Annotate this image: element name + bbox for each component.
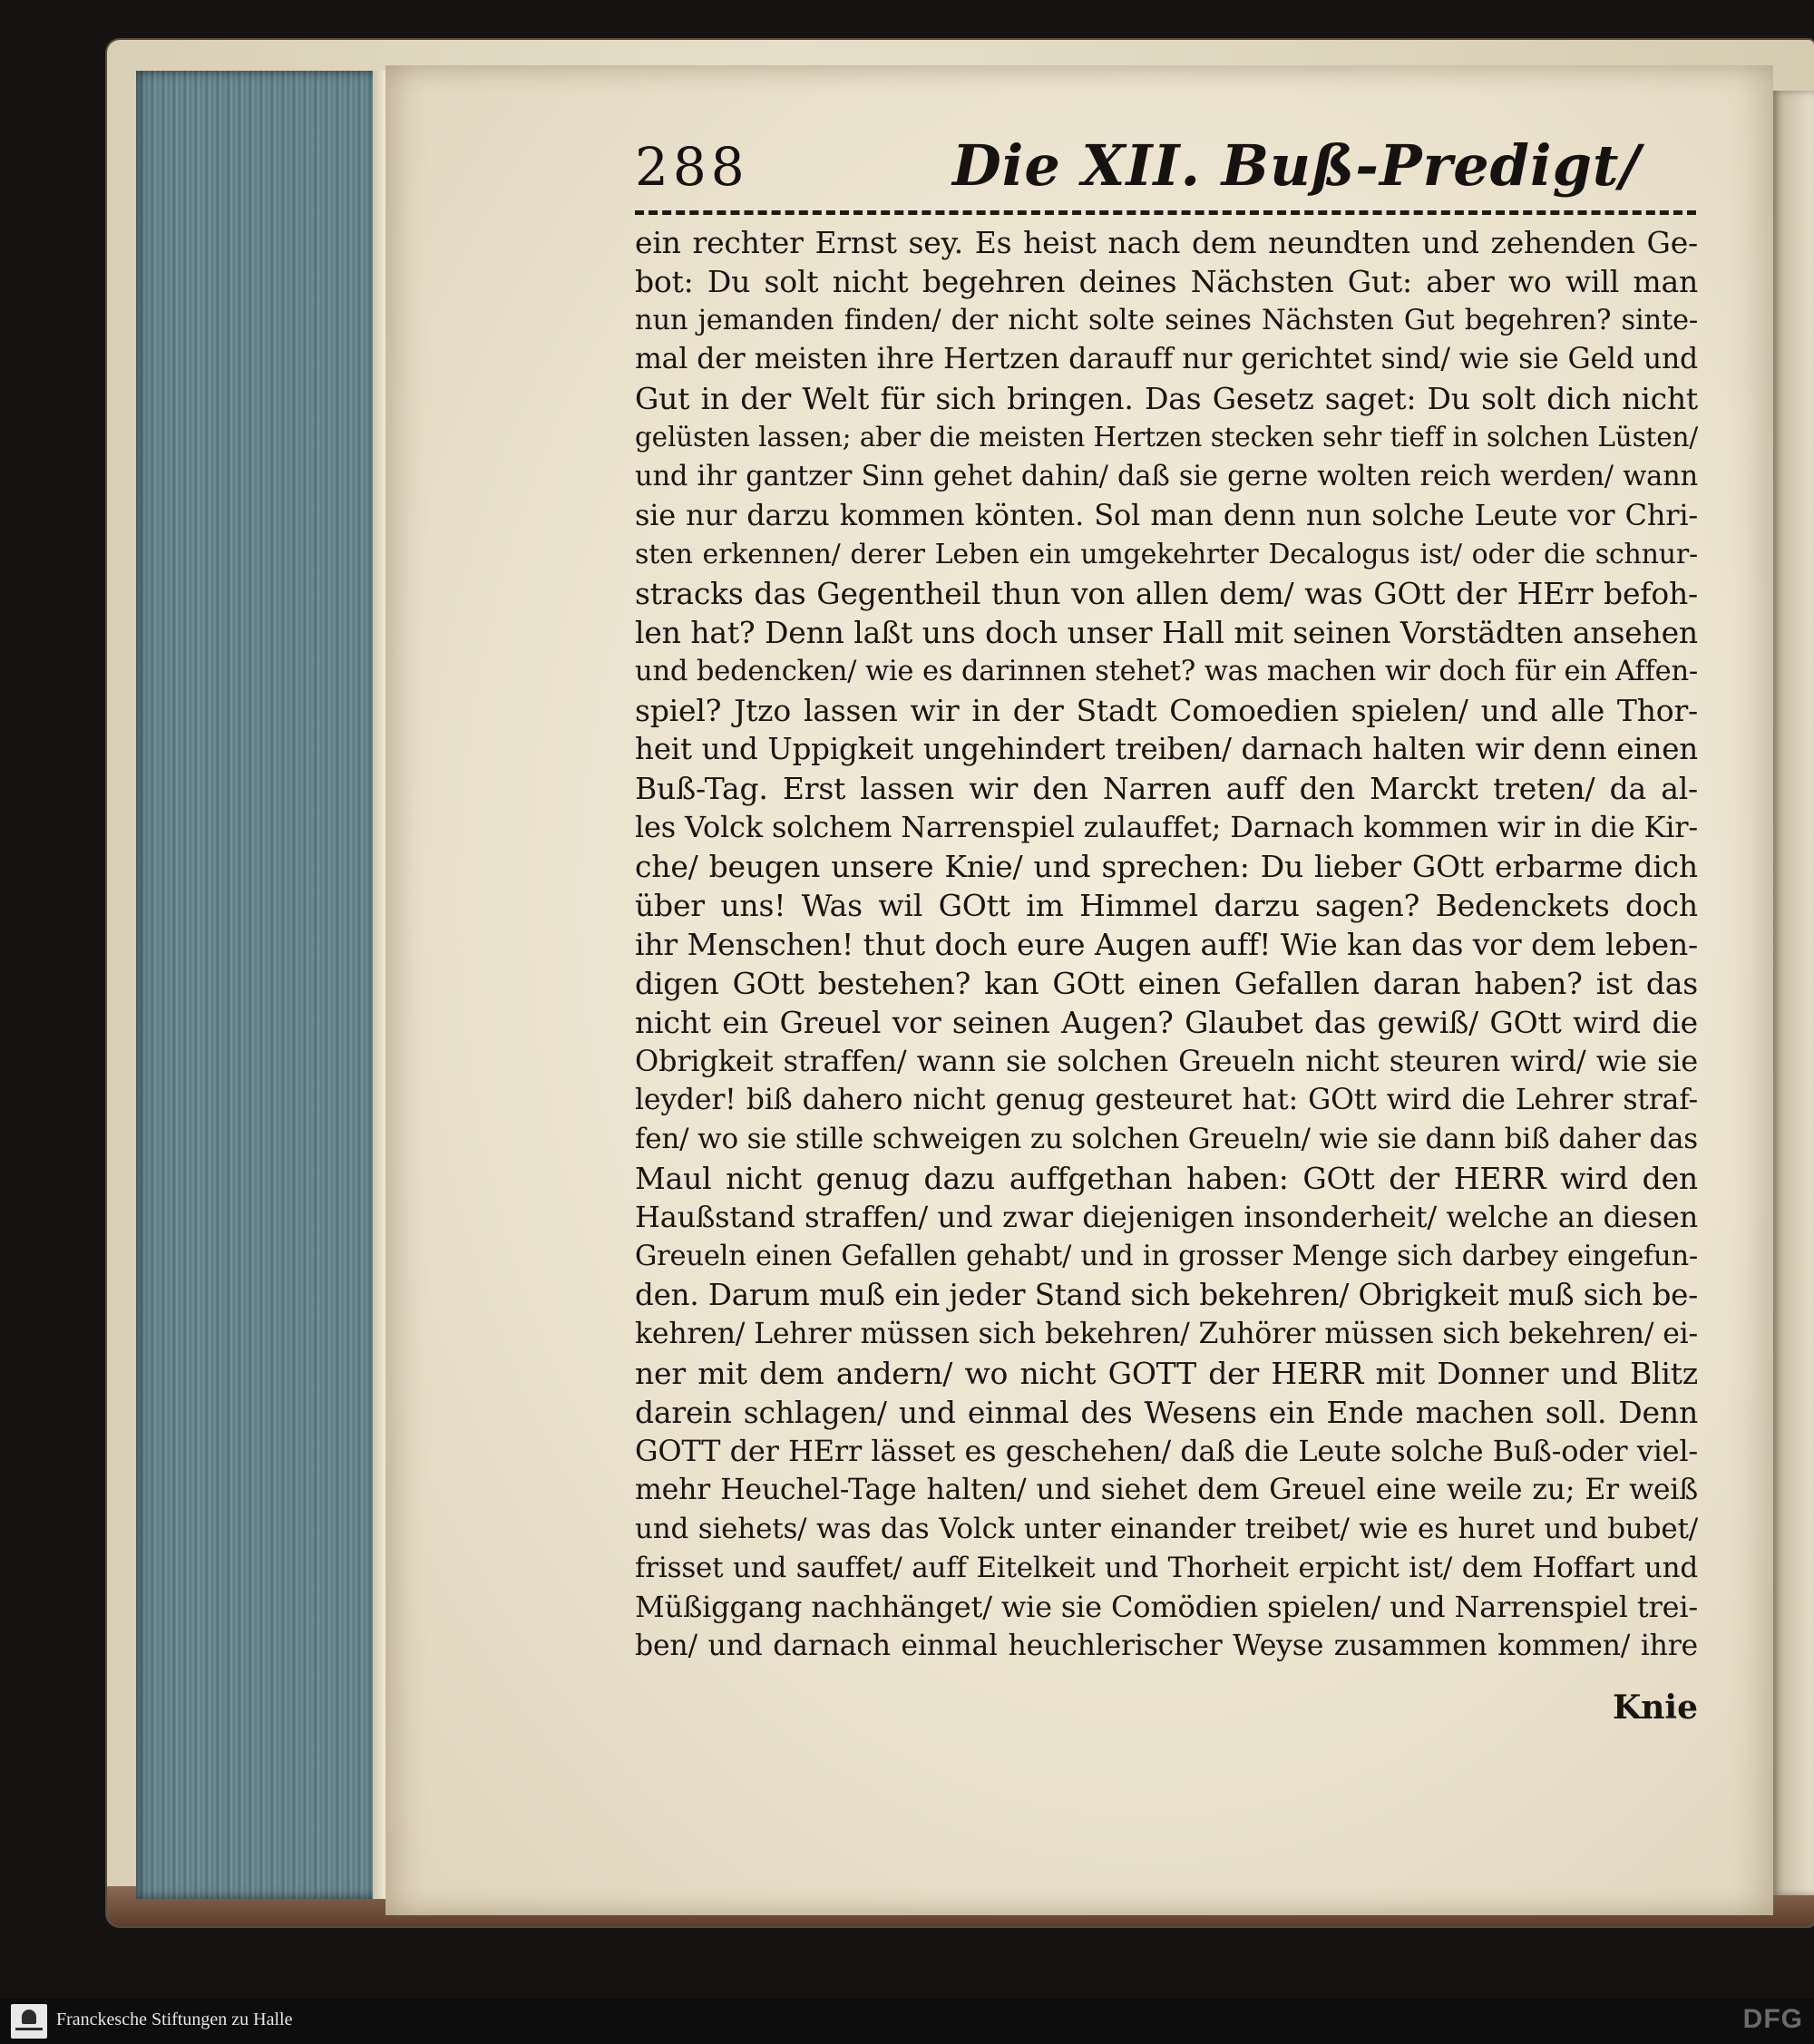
text-line: Obrigkeit straffen/ wann sie solchen Greueln nicht steuren wird/ wie sie	[635, 1044, 1698, 1078]
text-line: leyder! biß dahero nicht genug gesteuret hat: GOtt wird die Lehrer straf-	[635, 1084, 1698, 1116]
body-text	[635, 223, 1698, 1666]
text-line: mehr Heuchel-Tage halten/ und siehet dem Greuel eine weile zu; Er weiß	[635, 1474, 1698, 1506]
text-line: nun jemanden finden/ der nicht solte seines Nächsten Gut begehren? sinte-	[635, 305, 1698, 336]
text-line: und siehets/ was das Volck unter einander treibet/ wie es huret und bubet/	[635, 1513, 1698, 1545]
text-line: che/ beugen unsere Knie/ und sprechen: Du lieber GOtt erbarme dich	[635, 849, 1698, 884]
text-line: digen GOtt bestehen? kan GOtt einen Gefallen daran haben? ist das	[635, 966, 1698, 1001]
page-edges	[136, 71, 385, 1899]
catchword: Knie	[1612, 1689, 1698, 1727]
text-line: spiel? Jtzo lassen wir in der Stadt Comoedien spielen/ und alle Thor-	[635, 693, 1698, 728]
text-line: ein rechter Ernst sey. Es heist nach dem neundten und zehenden Ge-	[635, 225, 1698, 260]
text-line: les Volck solchem Narrenspiel zulauffet; Darnach kommen wir in die Kir-	[635, 810, 1698, 844]
text-line: ner mit dem andern/ wo nicht GOTT der HERR mit Donner und Blitz	[635, 1356, 1698, 1391]
viewer-footer	[0, 1999, 1814, 2044]
text-line: nicht ein Greuel vor seinen Augen? Glaubet das gewiß/ GOtt wird die	[635, 1005, 1698, 1040]
text-line: darein schlagen/ und einmal des Wesens ein Ende machen soll. Denn	[635, 1395, 1698, 1430]
text-line: bot: Du solt nicht begehren deines Nächsten Gut: aber wo will man	[635, 264, 1698, 299]
text-line: gelüsten lassen; aber die meisten Hertzen stecken sehr tieff in solchen Lüsten/	[635, 422, 1698, 453]
text-line: GOTT der HErr lässet es geschehen/ daß die Leute solche Buß-oder viel-	[635, 1434, 1698, 1468]
text-line: Haußstand straffen/ und zwar diejenigen insonderheit/ welche an diesen	[635, 1200, 1698, 1234]
text-line: und ihr gantzer Sinn gehet dahin/ daß sie gerne wolten reich werden/ wann	[635, 461, 1698, 492]
text-line: ihr Menschen! thut doch eure Augen auff! Wie kan das vor dem leben-	[635, 927, 1698, 962]
page-number: 288	[635, 136, 749, 198]
text-line: sten erkennen/ derer Leben ein umgekehrter Decalogus ist/ oder die schnur-	[635, 539, 1698, 570]
text-line: ben/ und darnach einmal heuchlerischer Weyse zusammen kommen/ ihre	[635, 1630, 1698, 1662]
text-line: stracks das Gegentheil thun von allen dem/ was GOtt der HErr befoh-	[635, 576, 1698, 611]
dfg-badge: DFG	[1742, 2004, 1803, 2034]
facing-page-edge	[1773, 91, 1814, 1895]
text-line: Gut in der Welt für sich bringen. Das Gesetz saget: Du solt dich nicht	[635, 381, 1698, 416]
text-line: Greueln einen Gefallen gehabt/ und in grosser Menge sich darbey eingefun-	[635, 1241, 1698, 1272]
text-line: kehren/ Lehrer müssen sich bekehren/ Zuhörer müssen sich bekehren/ ei-	[635, 1318, 1698, 1350]
text-line: den. Darum muß ein jeder Stand sich bekehren/ Obrigkeit muß sich be-	[635, 1278, 1698, 1312]
text-line: len hat? Denn laßt uns doch unser Hall mit seinen Vorstädten ansehen	[635, 615, 1698, 650]
text-line: frisset und sauffet/ auff Eitelkeit und Thorheit erpicht ist/ dem Hoffart und	[635, 1552, 1698, 1584]
page-header	[635, 132, 1696, 209]
footer-institution: Franckesche Stiftungen zu Halle	[56, 2010, 293, 2029]
text-line: mal der meisten ihre Hertzen darauff nur gerichtet sind/ wie sie Geld und	[635, 343, 1698, 375]
institution-logo-icon	[11, 2004, 47, 2039]
header-rule	[635, 210, 1696, 215]
text-line: heit und Uppigkeit ungehindert treiben/ darnach halten wir denn einen	[635, 732, 1698, 766]
text-line: über uns! Was wil GOtt im Himmel darzu sagen? Bedenckets doch	[635, 888, 1698, 923]
text-line: sie nur darzu kommen könten. Sol man denn nun solche Leute vor Chri-	[635, 498, 1698, 532]
text-line: fen/ wo sie stille schweigen zu solchen Greueln/ wie sie dann biß daher das	[635, 1123, 1698, 1155]
text-line: Maul nicht genug dazu auffgethan haben: GOtt der HERR wird den	[635, 1161, 1698, 1196]
running-title: Die XII. Buß-Predigt/	[952, 132, 1642, 199]
text-line: Buß-Tag. Erst lassen wir den Narren auff den Marckt treten/ da al-	[635, 771, 1698, 806]
text-line: und bedencken/ wie es darinnen stehet? was machen wir doch für ein Affen-	[635, 656, 1698, 687]
text-line: Müßiggang nachhänget/ wie sie Comödien spielen/ und Narrenspiel trei-	[635, 1590, 1698, 1624]
